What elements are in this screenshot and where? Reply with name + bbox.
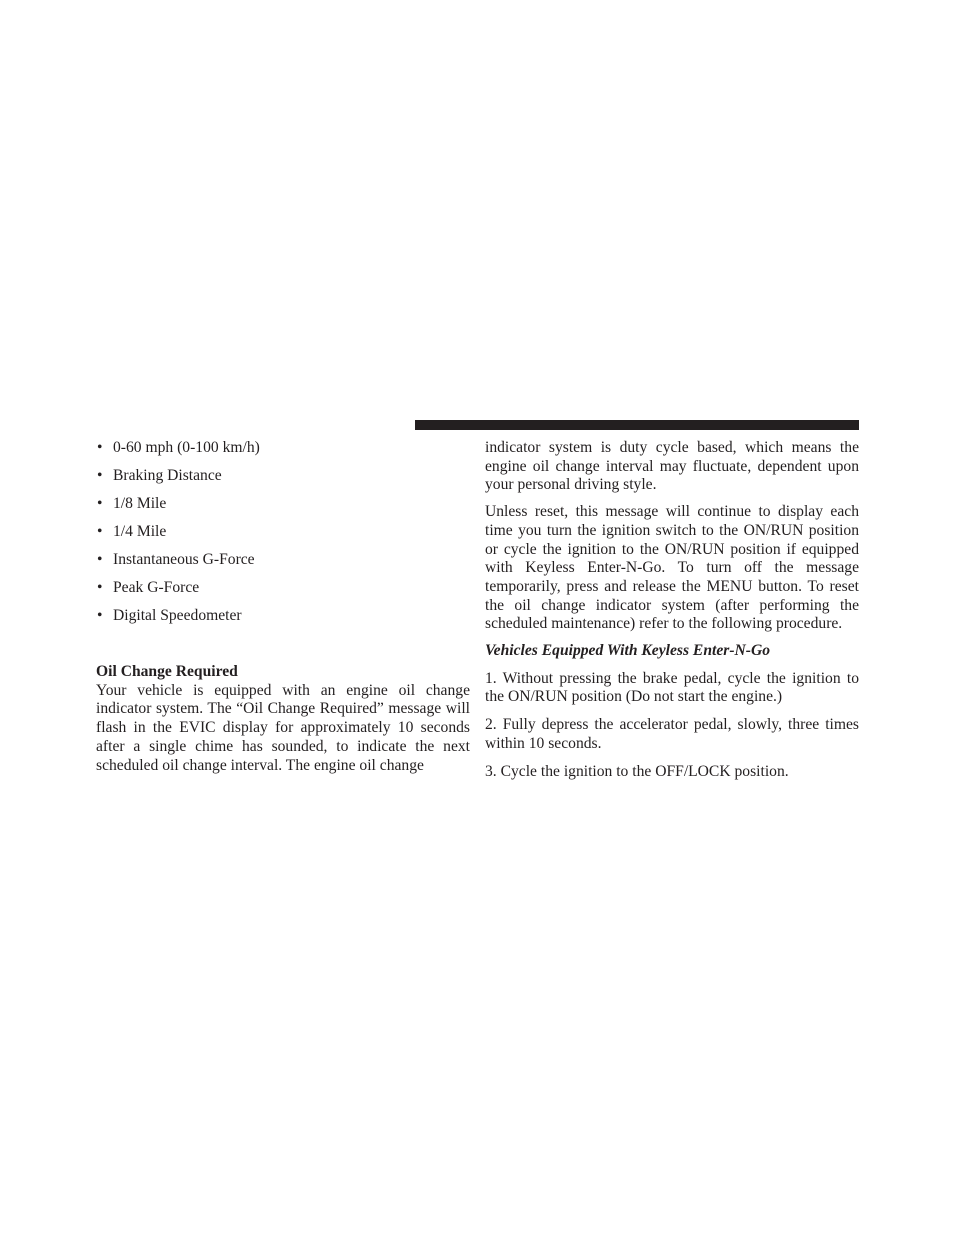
list-item [96, 606, 470, 634]
list-item [96, 438, 470, 466]
list-item-label: 1/8 Mile [113, 495, 167, 512]
step-item: 2. Fully depress the accelerator pedal, slowly, three times within 10 seconds. [485, 716, 859, 752]
list-item [96, 494, 470, 522]
right-column [485, 439, 859, 781]
list-item-label: Braking Distance [113, 467, 222, 484]
continuation-paragraph: indicator system is duty cycle based, which means the engine oil change interval may fluctuate, dependent upon your personal driving style. [485, 439, 859, 494]
bullet-icon: • [97, 495, 103, 512]
bullet-icon: • [97, 579, 103, 596]
section-heading: Oil Change Required [96, 663, 238, 680]
bullet-icon: • [97, 523, 103, 540]
oil-change-section [96, 663, 470, 775]
list-item-label: 0-60 mph (0-100 km/h) [113, 439, 260, 456]
list-item-label: 1/4 Mile [113, 523, 167, 540]
section-header-bar [415, 420, 859, 430]
performance-feature-list [96, 438, 470, 634]
list-item [96, 550, 470, 578]
list-item [96, 522, 470, 550]
list-item [96, 466, 470, 494]
bullet-icon: • [97, 439, 103, 456]
oil-change-paragraph: Your vehicle is equipped with an engine oil change indicator system. The “Oil Change Required” message will flash in the EVIC display for approximately 10 seconds after a single chime has sounded, to indicate the next scheduled oil change interval. The engine oil change [96, 681, 470, 774]
bullet-icon: • [97, 551, 103, 568]
list-item-label: Digital Speedometer [113, 607, 242, 624]
list-item [96, 578, 470, 606]
list-item-label: Peak G-Force [113, 579, 200, 596]
bullet-icon: • [97, 607, 103, 624]
list-item-label: Instantaneous G-Force [113, 551, 255, 568]
subsection-heading: Vehicles Equipped With Keyless Enter-N-Go [485, 642, 771, 660]
bullet-icon: • [97, 467, 103, 484]
reset-paragraph: Unless reset, this message will continue to display each time you turn the ignition switch to the ON/RUN position or cycle the ignition to the ON/RUN position if equipped with Keyless Enter-N-Go. To turn off the message temporarily, press and release the MENU button. To reset the oil change indicator system (after performing the scheduled maintenance) refer to the following procedure. [485, 503, 859, 633]
step-item: 1. Without pressing the brake pedal, cycle the ignition to the ON/RUN position (Do not start the engine.) [485, 669, 859, 706]
step-item: 3. Cycle the ignition to the OFF/LOCK position. [485, 762, 789, 780]
